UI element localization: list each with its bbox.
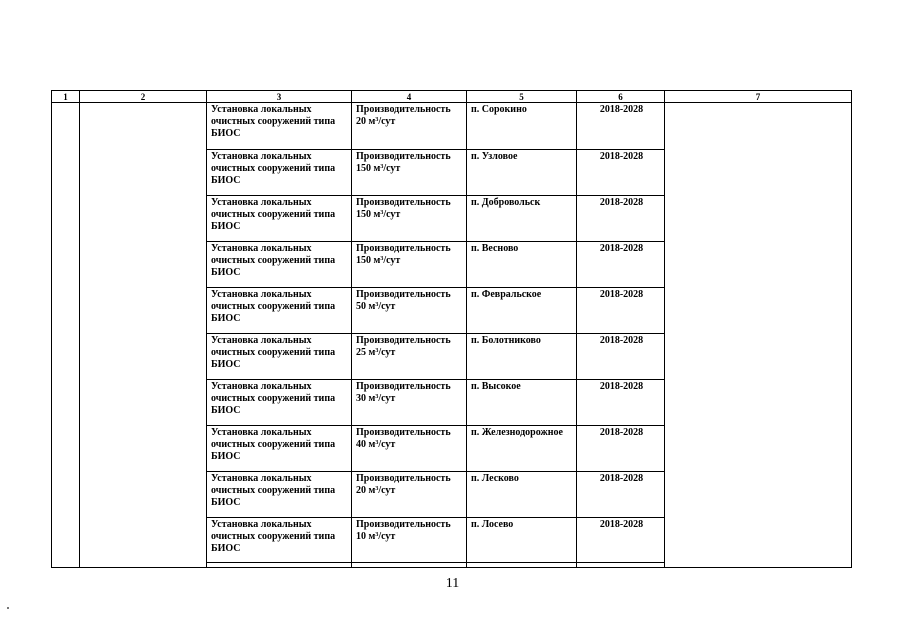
cell-object	[207, 518, 352, 563]
capacity-text	[352, 426, 466, 451]
capacity-unit: /сут	[378, 393, 396, 404]
capacity-value: 150 м	[356, 209, 381, 220]
period-text: 2018-2028	[599, 151, 644, 162]
capacity-label: Производительность	[356, 243, 451, 254]
cell-object	[207, 334, 352, 380]
capacity-label: Производительность	[356, 473, 451, 484]
capacity-text	[352, 150, 466, 175]
cell-period	[577, 518, 665, 563]
capacity-superscript: 3	[375, 486, 379, 492]
cell-object	[207, 150, 352, 196]
table-bottom-cell	[352, 563, 467, 568]
object-text: Установка локальных очистных сооружений типа БИОС	[211, 473, 336, 508]
period-text: 2018-2028	[599, 197, 644, 208]
cell-period	[577, 380, 665, 426]
period-text: 2018-2028	[599, 243, 644, 254]
cell-period	[577, 242, 665, 288]
location-text: п. Весново	[471, 243, 519, 254]
column-header: 5	[467, 91, 577, 103]
capacity-text	[352, 518, 466, 543]
location-text: п. Лесково	[471, 473, 519, 484]
object-text: Установка локальных очистных сооружений типа БИОС	[211, 243, 336, 278]
cell-period	[577, 288, 665, 334]
capacity-superscript: 3	[375, 302, 379, 308]
capacity-label: Производительность	[356, 104, 451, 115]
table-row	[52, 103, 852, 150]
capacity-unit: /сут	[378, 439, 396, 450]
cell-period	[577, 103, 665, 150]
capacity-unit: /сут	[383, 255, 401, 266]
cell-location	[467, 472, 577, 518]
location-text: п. Лосево	[471, 519, 514, 530]
object-text: Установка локальных очистных сооружений типа БИОС	[211, 427, 336, 462]
cell-capacity	[352, 103, 467, 150]
cell-col2	[80, 103, 207, 568]
cell-period	[577, 426, 665, 472]
cell-capacity	[352, 472, 467, 518]
page-number: 11	[445, 576, 460, 591]
capacity-label: Производительность	[356, 289, 451, 300]
capacity-superscript: 3	[375, 532, 379, 538]
capacity-value: 40 м	[356, 439, 376, 450]
column-header: 6	[577, 91, 665, 103]
capacity-superscript: 3	[375, 117, 379, 123]
cell-object	[207, 426, 352, 472]
object-text: Установка локальных очистных сооружений типа БИОС	[211, 519, 336, 554]
cell-col7	[665, 103, 852, 568]
location-text: п. Узловое	[471, 151, 518, 162]
period-text: 2018-2028	[599, 381, 644, 392]
column-header: 3	[207, 91, 352, 103]
cell-capacity	[352, 150, 467, 196]
cell-location	[467, 150, 577, 196]
table-header-row	[52, 91, 852, 103]
location-text: п. Февральское	[471, 289, 542, 300]
cell-capacity	[352, 518, 467, 563]
capacity-text	[352, 472, 466, 497]
capacity-superscript: 3	[375, 394, 379, 400]
cell-location	[467, 242, 577, 288]
cell-location	[467, 426, 577, 472]
capacity-text	[352, 103, 466, 128]
capacity-unit: /сут	[383, 209, 401, 220]
cell-object	[207, 196, 352, 242]
capacity-label: Производительность	[356, 519, 451, 530]
cell-capacity	[352, 288, 467, 334]
capacity-value: 150 м	[356, 163, 381, 174]
capacity-value: 25 м	[356, 347, 376, 358]
capacity-unit: /сут	[383, 163, 401, 174]
cell-period	[577, 472, 665, 518]
cell-location	[467, 334, 577, 380]
period-text: 2018-2028	[599, 104, 644, 115]
capacity-value: 50 м	[356, 301, 376, 312]
cell-capacity	[352, 380, 467, 426]
capacity-value: 10 м	[356, 531, 376, 542]
capacity-label: Производительность	[356, 381, 451, 392]
cell-location	[467, 103, 577, 150]
cell-period	[577, 150, 665, 196]
object-text: Установка локальных очистных сооружений типа БИОС	[211, 381, 336, 416]
cell-capacity	[352, 196, 467, 242]
document-table	[51, 90, 852, 568]
capacity-superscript: 3	[380, 256, 384, 262]
capacity-superscript: 3	[380, 210, 384, 216]
capacity-unit: /сут	[378, 116, 396, 127]
capacity-superscript: 3	[380, 164, 384, 170]
column-header: 4	[352, 91, 467, 103]
capacity-text	[352, 334, 466, 359]
cell-object	[207, 472, 352, 518]
cell-location	[467, 380, 577, 426]
capacity-unit: /сут	[378, 531, 396, 542]
capacity-text	[352, 196, 466, 221]
capacity-text	[352, 380, 466, 405]
capacity-value: 20 м	[356, 485, 376, 496]
cell-location	[467, 288, 577, 334]
cell-period	[577, 334, 665, 380]
capacity-text	[352, 288, 466, 313]
cell-capacity	[352, 426, 467, 472]
period-text: 2018-2028	[599, 289, 644, 300]
location-text: п. Сорокино	[471, 104, 527, 115]
cell-capacity	[352, 334, 467, 380]
capacity-label: Производительность	[356, 335, 451, 346]
cell-object	[207, 103, 352, 150]
location-text: п. Болотниково	[471, 335, 541, 346]
period-text: 2018-2028	[599, 473, 644, 484]
location-text: п. Добровольск	[471, 197, 541, 208]
cell-object	[207, 288, 352, 334]
object-text: Установка локальных очистных сооружений типа БИОС	[211, 104, 336, 139]
capacity-unit: /сут	[378, 485, 396, 496]
table-bottom-cell	[467, 563, 577, 568]
location-text: п. Высокое	[471, 381, 521, 392]
location-text: п. Железнодорожное	[471, 427, 563, 438]
object-text: Установка локальных очистных сооружений типа БИОС	[211, 335, 336, 370]
capacity-value: 30 м	[356, 393, 376, 404]
cell-location	[467, 196, 577, 242]
capacity-value: 20 м	[356, 116, 376, 127]
cell-col1	[52, 103, 80, 568]
capacity-label: Производительность	[356, 197, 451, 208]
cell-capacity	[352, 242, 467, 288]
object-text: Установка локальных очистных сооружений типа БИОС	[211, 151, 336, 186]
period-text: 2018-2028	[599, 427, 644, 438]
capacity-label: Производительность	[356, 427, 451, 438]
capacity-text	[352, 242, 466, 267]
cell-object	[207, 242, 352, 288]
table-bottom-cell	[207, 563, 352, 568]
cell-location	[467, 518, 577, 563]
table-bottom-cell	[577, 563, 665, 568]
cell-object	[207, 380, 352, 426]
object-text: Установка локальных очистных сооружений типа БИОС	[211, 289, 336, 324]
capacity-unit: /сут	[378, 301, 396, 312]
column-header: 2	[80, 91, 207, 103]
capacity-superscript: 3	[375, 440, 379, 446]
capacity-value: 150 м	[356, 255, 381, 266]
period-text: 2018-2028	[599, 519, 644, 530]
capacity-superscript: 3	[375, 348, 379, 354]
capacity-unit: /сут	[378, 347, 396, 358]
scan-artifact	[7, 607, 9, 609]
cell-period	[577, 196, 665, 242]
column-header: 7	[665, 91, 852, 103]
period-text: 2018-2028	[599, 335, 644, 346]
capacity-label: Производительность	[356, 151, 451, 162]
object-text: Установка локальных очистных сооружений типа БИОС	[211, 197, 336, 232]
column-header: 1	[52, 91, 80, 103]
